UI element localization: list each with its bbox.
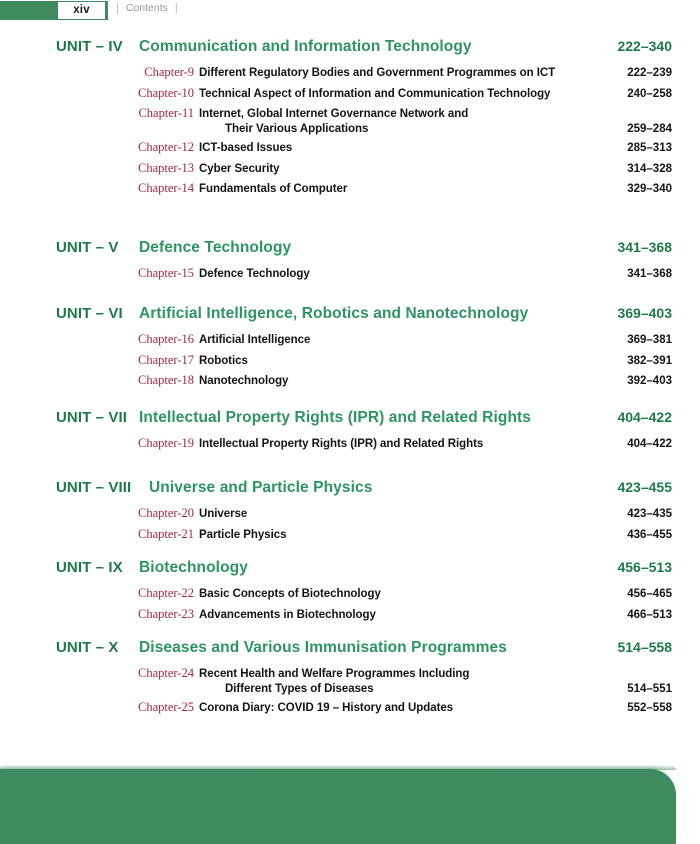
unit-block [56, 38, 672, 202]
chapter-list [56, 266, 672, 281]
chapter-row[interactable] [56, 607, 672, 622]
footer-decoration-bar [0, 769, 676, 844]
chapter-page-range: 240–258 [627, 87, 672, 100]
chapter-title [199, 334, 582, 346]
chapter-label: Chapter-24 [138, 666, 194, 680]
chapter-row[interactable] [56, 436, 672, 451]
unit-page-range: 369–403 [617, 305, 672, 321]
unit-heading-row[interactable] [56, 239, 672, 257]
chapter-title-line: Basic Concepts of Biotechnology [199, 588, 381, 600]
unit-title: Communication and Information Technology [139, 38, 472, 55]
chapter-list [56, 666, 672, 715]
chapter-page-range: 514–551 [627, 683, 672, 695]
chapter-label: Chapter-19 [138, 436, 194, 450]
chapter-title-line: Recent Health and Welfare Programmes Including [199, 668, 470, 680]
page-number: xiv [73, 3, 90, 16]
chapter-title [199, 108, 582, 135]
chapter-row[interactable] [56, 586, 672, 601]
chapter-row[interactable] [56, 140, 672, 155]
chapter-title [199, 588, 582, 600]
chapter-row[interactable] [56, 666, 672, 695]
unit-heading-row[interactable] [56, 559, 672, 577]
chapter-page-range: 285–313 [627, 142, 672, 154]
chapter-row[interactable] [56, 181, 672, 196]
chapter-page-range: 466–513 [627, 608, 672, 621]
chapter-title [199, 142, 582, 154]
unit-label: UNIT – IV [56, 38, 123, 55]
chapter-page-range: 392–403 [627, 375, 672, 387]
unit-block [56, 639, 672, 721]
unit-block [56, 409, 672, 457]
chapter-label: Chapter-20 [138, 506, 194, 520]
unit-label: UNIT – V [56, 239, 119, 256]
chapter-label: Chapter-15 [138, 266, 194, 280]
chapter-title-line: Artificial Intelligence [199, 334, 311, 346]
chapter-row[interactable] [56, 65, 672, 80]
chapter-title-line: Defence Technology [199, 268, 310, 280]
chapter-title-line: Corona Diary: COVID 19 – History and Updates [199, 702, 454, 714]
chapter-title-line: Particle Physics [199, 528, 287, 541]
header-meta [116, 3, 178, 14]
chapter-title-line: Technical Aspect of Information and Communication Technology [199, 87, 551, 100]
chapter-title [199, 609, 582, 621]
unit-heading-row[interactable] [56, 38, 672, 56]
chapter-page-range: 341–368 [627, 268, 672, 280]
chapter-label: Chapter-12 [138, 140, 194, 154]
chapter-label: Chapter-23 [138, 606, 194, 621]
chapter-page-range: 259–284 [627, 123, 672, 135]
unit-title: Intellectual Property Rights (IPR) and Related Rights [139, 409, 531, 426]
chapter-page-range: 423–435 [627, 508, 672, 520]
header-section-label: Contents [125, 2, 168, 15]
unit-title: Diseases and Various Immunisation Programmes [139, 639, 507, 656]
chapter-label: Chapter-17 [138, 352, 194, 367]
chapter-label: Chapter-25 [138, 700, 194, 714]
chapter-title-line: Robotics [199, 354, 248, 367]
chapter-list [56, 506, 672, 542]
chapter-title [199, 268, 582, 280]
unit-title: Artificial Intelligence, Robotics and Nanotechnology [139, 305, 529, 322]
unit-page-range: 341–368 [617, 239, 672, 255]
unit-page-range: 514–558 [617, 639, 672, 655]
unit-block [56, 559, 672, 627]
chapter-title [199, 88, 582, 100]
unit-title: Universe and Particle Physics [149, 479, 373, 496]
unit-label: UNIT – X [56, 639, 119, 656]
chapter-label: Chapter-16 [138, 332, 194, 346]
unit-title: Defence Technology [139, 239, 292, 256]
chapter-title [199, 183, 582, 195]
header-divider-left: | [116, 2, 119, 14]
chapter-page-range: 222–239 [627, 67, 672, 79]
chapter-list [56, 65, 672, 196]
folio-box [57, 1, 106, 20]
chapter-row[interactable] [56, 373, 672, 388]
chapter-title-line: Universe [199, 508, 248, 520]
chapter-label: Chapter-13 [138, 160, 194, 175]
unit-block [56, 305, 672, 394]
unit-block [56, 479, 672, 547]
chapter-title [199, 508, 582, 520]
chapter-label: Chapter-21 [138, 526, 194, 541]
unit-label: UNIT – VIII [56, 479, 132, 496]
page-header [0, 0, 700, 24]
unit-label: UNIT – IX [56, 559, 123, 576]
unit-page-range: 404–422 [617, 409, 672, 425]
chapter-title [199, 668, 582, 695]
unit-label: UNIT – VI [56, 305, 123, 322]
chapter-title-line: Different Regulatory Bodies and Government Programmes on ICT [199, 67, 556, 79]
chapter-title [199, 438, 582, 450]
chapter-title [199, 529, 582, 541]
unit-heading-row[interactable] [56, 305, 672, 323]
chapter-title [199, 163, 582, 175]
header-divider-right: | [174, 2, 178, 14]
chapter-list [56, 332, 672, 388]
chapter-label: Chapter-10 [138, 85, 194, 100]
chapter-page-range: 436–455 [627, 528, 672, 541]
chapter-title-line: Intellectual Property Rights (IPR) and Related Rights [199, 438, 484, 450]
chapter-title [199, 702, 582, 714]
chapter-list [56, 586, 672, 622]
unit-heading-row[interactable] [56, 479, 672, 497]
unit-heading-row[interactable] [56, 409, 672, 427]
chapter-page-range: 369–381 [627, 334, 672, 346]
chapter-row[interactable] [56, 106, 672, 135]
chapter-page-range: 456–465 [627, 588, 672, 600]
chapter-page-range: 404–422 [627, 438, 672, 450]
chapter-title-line: ICT-based Issues [199, 142, 293, 154]
chapter-page-range: 314–328 [627, 162, 672, 175]
chapter-row[interactable] [56, 353, 672, 368]
chapter-title-line-continued: Different Types of Diseases [225, 683, 374, 695]
chapter-row[interactable] [56, 506, 672, 521]
chapter-row[interactable] [56, 332, 672, 347]
chapter-row[interactable] [56, 527, 672, 542]
chapter-title-line: Fundamentals of Computer [199, 183, 348, 195]
chapter-row[interactable] [56, 266, 672, 281]
chapter-label: Chapter-11 [138, 106, 194, 120]
chapter-list [56, 436, 672, 451]
chapter-title-line-continued: Their Various Applications [225, 123, 369, 135]
chapter-title [199, 67, 582, 79]
unit-label: UNIT – VII [56, 409, 128, 426]
chapter-label: Chapter-18 [138, 373, 194, 387]
chapter-title [199, 375, 582, 387]
unit-page-range: 222–340 [617, 38, 672, 54]
unit-block [56, 239, 672, 287]
chapter-title-line: Nanotechnology [199, 375, 289, 387]
unit-page-range: 423–455 [617, 479, 672, 495]
chapter-title-line: Internet, Global Internet Governance Network and [199, 108, 469, 120]
chapter-row[interactable] [56, 161, 672, 176]
chapter-title [199, 355, 582, 367]
chapter-page-range: 382–391 [627, 354, 672, 367]
chapter-label: Chapter-22 [138, 586, 194, 600]
chapter-row[interactable] [56, 86, 672, 101]
chapter-title-line: Advancements in Biotechnology [199, 608, 376, 621]
chapter-page-range: 552–558 [627, 702, 672, 714]
unit-title: Biotechnology [139, 559, 248, 576]
unit-heading-row[interactable] [56, 639, 672, 657]
chapter-title-line: Cyber Security [199, 162, 280, 175]
chapter-row[interactable] [56, 700, 672, 715]
chapter-page-range: 329–340 [627, 183, 672, 195]
chapter-label: Chapter-14 [138, 181, 194, 195]
unit-page-range: 456–513 [617, 559, 672, 575]
chapter-label: Chapter-9 [144, 65, 194, 79]
